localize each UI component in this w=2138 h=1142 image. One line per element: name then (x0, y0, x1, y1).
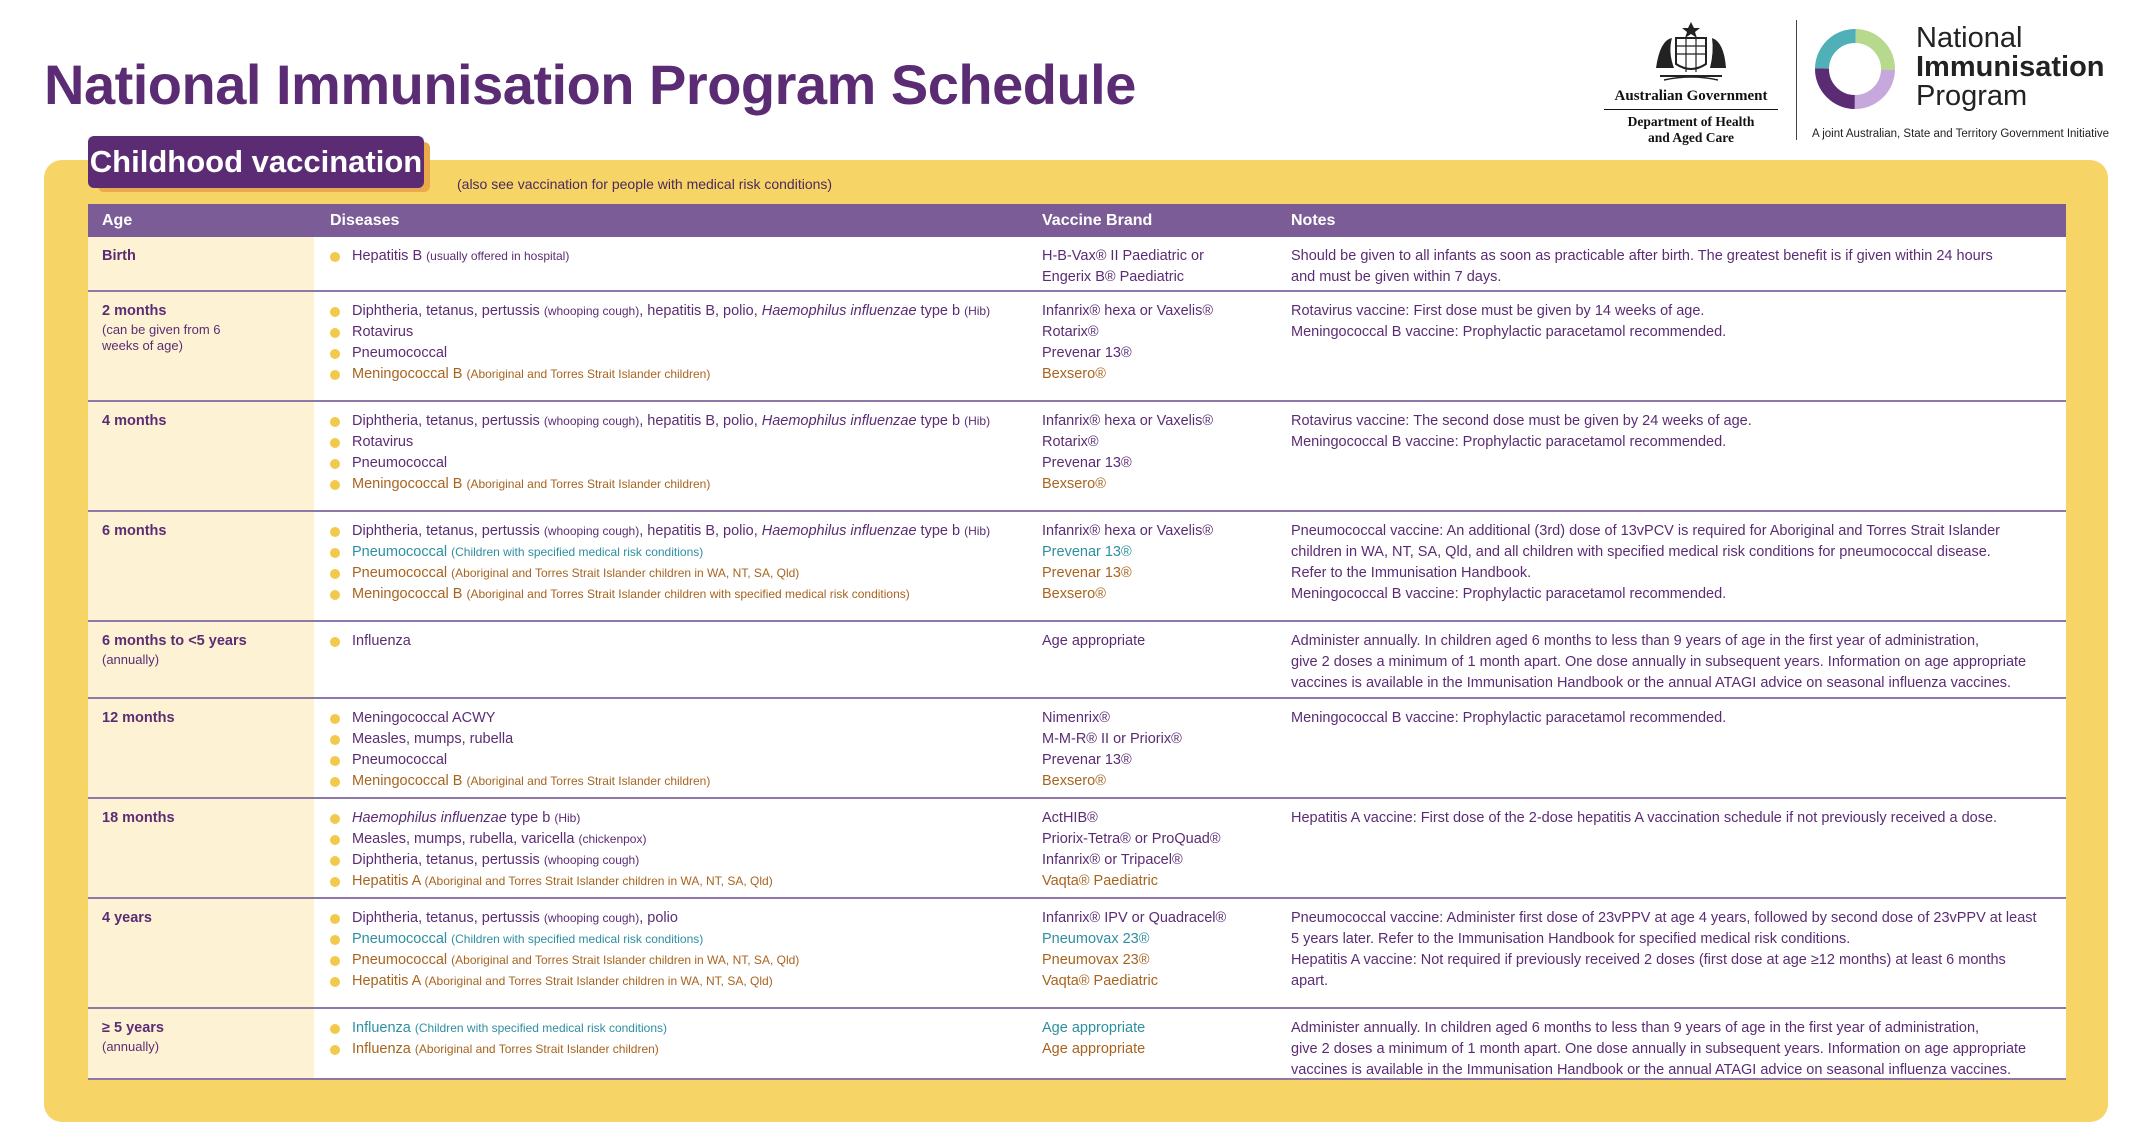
disease-name: Hepatitis A (352, 873, 421, 889)
disease-item (330, 1018, 1030, 1039)
disease-name: Pneumococcal (352, 455, 448, 471)
diseases-cell (330, 808, 1030, 892)
vaccine-brand-cell (1042, 708, 1272, 792)
disease-name: Pneumococcal (352, 752, 448, 768)
header-vaccine-brand: Vaccine Brand (1042, 212, 1153, 229)
notes-cell (1291, 411, 2051, 453)
disease-name: Measles, mumps, rubella (352, 731, 514, 747)
disease-qualifier: (whooping cough) (543, 414, 640, 428)
vaccine-brand: Prevenar 13® (1042, 345, 1132, 361)
disease-name: Meningococcal B (352, 586, 463, 602)
disease-item (330, 364, 1030, 385)
disease-qualifier: (Aboriginal and Torres Strait Islander children) (466, 774, 711, 788)
disease-item (330, 563, 1030, 584)
disease-item (330, 750, 1030, 771)
disease-qualifier: (Children with specified medical risk conditions) (451, 932, 704, 946)
vaccine-brand: M-M-R® II or Priorix® (1042, 731, 1182, 747)
vaccine-brand-cell (1042, 301, 1272, 385)
vaccine-brand: Infanrix® hexa or Vaxelis® (1042, 303, 1214, 319)
vaccine-brand: Prevenar 13® (1042, 565, 1132, 581)
disease-name: Diphtheria, tetanus, pertussis (352, 303, 540, 319)
disease-name: Meningococcal B (352, 476, 463, 492)
disease-qualifier: (chickenpox) (578, 832, 647, 846)
notes-cell (1291, 808, 2051, 829)
disease-item (330, 871, 1030, 892)
disease-name: Influenza (352, 633, 411, 649)
disease-name: Diphtheria, tetanus, pertussis (352, 413, 540, 429)
disease-name: Influenza (352, 1041, 411, 1057)
age-cell (102, 708, 175, 729)
disease-qualifier: (whooping cough) (543, 524, 640, 538)
vaccine-brand: ActHIB® (1042, 810, 1098, 826)
vaccine-brand: Age appropriate (1042, 1041, 1146, 1057)
disease-item (330, 908, 1030, 929)
age-cell (102, 631, 252, 668)
note-line: apart. (1291, 973, 1329, 989)
age-cell (102, 411, 166, 432)
vaccine-brand: H-B-Vax® II Paediatric or (1042, 248, 1204, 264)
disease-name: Meningococcal B (352, 366, 463, 382)
disease-item (330, 708, 1030, 729)
note-line: give 2 doses a minimum of 1 month apart. One dose annually in subsequent years. Information on age appropriate (1291, 654, 2027, 670)
vaccine-brand: Age appropriate (1042, 1020, 1146, 1036)
disease-name-suffix: type b (916, 413, 961, 429)
disease-item (330, 771, 1030, 792)
disease-name: Diphtheria, tetanus, pertussis (352, 910, 540, 926)
notes-cell (1291, 708, 2051, 729)
disease-abbrev: (Hib) (964, 414, 991, 428)
vaccine-brand: Prevenar 13® (1042, 752, 1132, 768)
diseases-cell (330, 1018, 1030, 1060)
note-line: give 2 doses a minimum of 1 month apart. One dose annually in subsequent years. Information on age appropriate (1291, 1041, 2027, 1057)
table-row (88, 512, 2066, 622)
note-line: vaccines is available in the Immunisation Handbook or the annual ATAGI advice on seasonal influenza vaccines. (1291, 675, 2012, 691)
diseases-cell (330, 246, 1030, 267)
note-line: Rotavirus vaccine: The second dose must be given by 24 weeks of age. (1291, 413, 1752, 429)
disease-qualifier: (Aboriginal and Torres Strait Islander children) (466, 477, 711, 491)
age-sublabel: (can be given from 6 weeks of age) (102, 322, 221, 353)
disease-item (330, 729, 1030, 750)
disease-italic: Haemophilus influenzae (761, 413, 917, 429)
note-line: Meningococcal B vaccine: Prophylactic paracetamol recommended. (1291, 324, 1727, 340)
disease-name: Hepatitis B (352, 248, 423, 264)
vaccine-brand: Bexsero® (1042, 476, 1106, 492)
vaccine-brand: Bexsero® (1042, 366, 1106, 382)
coat-of-arms-icon (1646, 18, 1736, 84)
table-header (88, 204, 2066, 237)
government-rule (1604, 109, 1778, 110)
government-name: Australian Government (1614, 88, 1768, 104)
table-row (88, 699, 2066, 799)
age-cell (102, 808, 175, 829)
disease-qualifier: (Children with specified medical risk conditions) (451, 545, 704, 559)
age-cell (102, 1018, 252, 1055)
vaccine-brand: Vaqta® Paediatric (1042, 973, 1159, 989)
header-age: Age (102, 212, 133, 229)
age-label: 6 months (102, 523, 167, 539)
disease-item (330, 246, 1030, 267)
disease-item (330, 1039, 1030, 1060)
table-row (88, 799, 2066, 899)
disease-qualifier: (usually offered in hospital) (426, 249, 570, 263)
age-label: 12 months (102, 710, 175, 726)
notes-cell (1291, 301, 2051, 343)
disease-name-cont: , polio (639, 910, 678, 926)
vaccine-brand: Pneumovax 23® (1042, 931, 1150, 947)
age-label: 6 months to <5 years (102, 633, 247, 649)
disease-italic: Haemophilus influenzae (352, 810, 507, 826)
page-title: National Immunisation Program Schedule (44, 53, 1136, 116)
disease-item (330, 453, 1030, 474)
section-note: (also see vaccination for people with medical risk conditions) (457, 176, 833, 192)
disease-name: Pneumococcal (352, 544, 448, 560)
disease-name: Meningococcal B (352, 773, 463, 789)
disease-qualifier: (Aboriginal and Torres Strait Islander children) (414, 1042, 659, 1056)
vaccine-brand: Prevenar 13® (1042, 544, 1132, 560)
vaccine-brand-cell (1042, 1018, 1272, 1060)
notes-cell (1291, 908, 2051, 992)
disease-item (330, 343, 1030, 364)
note-line: children in WA, NT, SA, Qld, and all children with specified medical risk conditions for pneumococcal disease. (1291, 544, 1991, 560)
vaccine-brand: Bexsero® (1042, 773, 1106, 789)
vaccine-brand: Nimenrix® (1042, 710, 1110, 726)
disease-qualifier: (Aboriginal and Torres Strait Islander children in WA, NT, SA, Qld) (424, 974, 773, 988)
vaccine-brand: Prevenar 13® (1042, 455, 1132, 471)
note-line: Meningococcal B vaccine: Prophylactic paracetamol recommended. (1291, 710, 1727, 726)
note-line: Should be given to all infants as soon as practicable after birth. The greatest benefit is if given within 24 hours (1291, 248, 1993, 264)
disease-italic: Haemophilus influenzae (761, 303, 917, 319)
vaccine-brand: Rotarix® (1042, 434, 1099, 450)
vaccine-brand: Infanrix® or Tripacel® (1042, 852, 1183, 868)
disease-italic: Haemophilus influenzae (761, 523, 917, 539)
age-label: ≥ 5 years (102, 1020, 164, 1036)
notes-cell (1291, 631, 2051, 694)
diseases-cell (330, 521, 1030, 605)
disease-item (330, 829, 1030, 850)
age-cell (102, 908, 152, 929)
disease-qualifier: (Aboriginal and Torres Strait Islander children) (466, 367, 711, 381)
age-cell (102, 301, 252, 354)
disease-name-suffix: type b (506, 810, 551, 826)
disease-item (330, 950, 1030, 971)
section-tag: Childhood vaccination (88, 136, 424, 188)
note-line: Pneumococcal vaccine: An additional (3rd) dose of 13vPCV is required for Aboriginal and Torres Strait Islander (1291, 523, 2001, 539)
note-line: Rotavirus vaccine: First dose must be given by 14 weeks of age. (1291, 303, 1705, 319)
note-line: Refer to the Immunisation Handbook. (1291, 565, 1532, 581)
note-line: and must be given within 7 days. (1291, 269, 1502, 285)
disease-name-cont: , hepatitis B, polio, (639, 523, 762, 539)
vaccine-brand-cell (1042, 411, 1272, 495)
disease-name: Pneumococcal (352, 345, 448, 361)
vaccine-brand: Bexsero® (1042, 586, 1106, 602)
nip-line-1: National (1916, 22, 2023, 54)
disease-qualifier: (whooping cough) (543, 304, 640, 318)
disease-item (330, 301, 1030, 322)
vaccine-brand: Rotarix® (1042, 324, 1099, 340)
australian-government-logo (1600, 18, 1782, 148)
vaccine-brand-cell (1042, 631, 1272, 652)
disease-name: Hepatitis A (352, 973, 421, 989)
disease-qualifier: (whooping cough) (543, 853, 640, 867)
age-label: 18 months (102, 810, 175, 826)
note-line: Meningococcal B vaccine: Prophylactic paracetamol recommended. (1291, 434, 1727, 450)
note-line: Pneumococcal vaccine: Administer first dose of 23vPPV at age 4 years, followed by second dose of 23vPPV at least (1291, 910, 2037, 926)
vaccine-brand: Infanrix® IPV or Quadracel® (1042, 910, 1227, 926)
disease-item (330, 631, 1030, 652)
diseases-cell (330, 631, 1030, 652)
disease-item (330, 584, 1030, 605)
department-line-2: and Aged Care (1647, 130, 1734, 145)
disease-name: Rotavirus (352, 324, 414, 340)
disease-name: Measles, mumps, rubella, varicella (352, 831, 575, 847)
header-notes: Notes (1291, 212, 1336, 229)
note-line: Administer annually. In children aged 6 months to less than 9 years of age in the first year of administration, (1291, 633, 1980, 649)
notes-cell (1291, 246, 2051, 288)
table-row (88, 899, 2066, 1009)
disease-name: Influenza (352, 1020, 411, 1036)
vaccine-brand: Pneumovax 23® (1042, 952, 1150, 968)
disease-name: Rotavirus (352, 434, 414, 450)
disease-abbrev: (Hib) (964, 304, 991, 318)
note-line: 5 years later. Refer to the Immunisation Handbook for specified medical risk conditions. (1291, 931, 1851, 947)
age-cell (102, 521, 166, 542)
age-label: 2 months (102, 303, 167, 319)
disease-qualifier: (whooping cough) (543, 911, 640, 925)
note-line: Hepatitis A vaccine: First dose of the 2-dose hepatitis A vaccination schedule if not previously received a dose. (1291, 810, 1998, 826)
vaccine-brand: Age appropriate (1042, 633, 1146, 649)
table-row (88, 622, 2066, 699)
disease-item (330, 322, 1030, 343)
age-label: 4 months (102, 413, 167, 429)
logo-divider (1796, 20, 1797, 140)
nip-logo (1812, 24, 2112, 144)
table-row (88, 1009, 2066, 1080)
disease-name: Diphtheria, tetanus, pertussis (352, 523, 540, 539)
table-row (88, 292, 2066, 402)
notes-cell (1291, 1018, 2051, 1081)
vaccine-brand: Engerix B® Paediatric (1042, 269, 1185, 285)
nip-line-3: Program (1916, 80, 2028, 112)
disease-item (330, 411, 1030, 432)
schedule-table (88, 204, 2066, 1080)
disease-qualifier: (Aboriginal and Torres Strait Islander children in WA, NT, SA, Qld) (424, 874, 773, 888)
disease-item (330, 971, 1030, 992)
vaccine-brand: Infanrix® hexa or Vaxelis® (1042, 523, 1214, 539)
disease-item (330, 474, 1030, 495)
age-sublabel: (annually) (102, 652, 160, 667)
diseases-cell (330, 708, 1030, 792)
disease-item (330, 432, 1030, 453)
diseases-cell (330, 301, 1030, 385)
vaccine-brand-cell (1042, 246, 1272, 288)
disease-name-suffix: type b (916, 523, 961, 539)
diseases-cell (330, 908, 1030, 992)
vaccine-brand: Infanrix® hexa or Vaxelis® (1042, 413, 1214, 429)
note-line: Meningococcal B vaccine: Prophylactic paracetamol recommended. (1291, 586, 1727, 602)
disease-qualifier: (Aboriginal and Torres Strait Islander children in WA, NT, SA, Qld) (451, 566, 800, 580)
age-label: 4 years (102, 910, 152, 926)
nip-subtitle: A joint Australian, State and Territory Government Initiative (1812, 128, 2110, 140)
disease-name: Pneumococcal (352, 931, 448, 947)
disease-item (330, 808, 1030, 829)
note-line: vaccines is available in the Immunisation Handbook or the annual ATAGI advice on seasonal influenza vaccines. (1291, 1062, 2012, 1078)
disease-item (330, 521, 1030, 542)
disease-name: Pneumococcal (352, 952, 448, 968)
disease-qualifier: (Children with specified medical risk conditions) (414, 1021, 667, 1035)
disease-qualifier: (Aboriginal and Torres Strait Islander children in WA, NT, SA, Qld) (451, 953, 800, 967)
nip-wordmark (1916, 24, 2105, 111)
disease-item (330, 929, 1030, 950)
vaccine-brand-cell (1042, 521, 1272, 605)
disease-item (330, 850, 1030, 871)
vaccine-brand: Priorix-Tetra® or ProQuad® (1042, 831, 1221, 847)
nip-line-2: Immunisation (1916, 51, 2105, 83)
age-label: Birth (102, 248, 136, 264)
department-line-1: Department of Health (1627, 114, 1755, 129)
note-line: Administer annually. In children aged 6 months to less than 9 years of age in the first year of administration, (1291, 1020, 1980, 1036)
disease-name-cont: , hepatitis B, polio, (639, 303, 762, 319)
header-diseases: Diseases (330, 212, 400, 229)
disease-name: Diphtheria, tetanus, pertussis (352, 852, 540, 868)
disease-qualifier: (Aboriginal and Torres Strait Islander children with specified medical risk conditions) (466, 587, 910, 601)
vaccine-brand: Vaqta® Paediatric (1042, 873, 1159, 889)
table-row (88, 237, 2066, 292)
notes-cell (1291, 521, 2051, 605)
nip-ring-icon (1812, 26, 1898, 112)
age-sublabel: (annually) (102, 1039, 160, 1054)
disease-name: Meningococcal ACWY (352, 710, 496, 726)
vaccine-brand-cell (1042, 908, 1272, 992)
diseases-cell (330, 411, 1030, 495)
disease-abbrev: (Hib) (554, 811, 581, 825)
table-row (88, 402, 2066, 512)
note-line: Hepatitis A vaccine: Not required if previously received 2 doses (first dose at age ≥12 months) at least 6 months (1291, 952, 2006, 968)
age-cell (102, 246, 136, 267)
disease-abbrev: (Hib) (964, 524, 991, 538)
disease-name: Pneumococcal (352, 565, 448, 581)
vaccine-brand-cell (1042, 808, 1272, 892)
disease-item (330, 542, 1030, 563)
disease-name-suffix: type b (916, 303, 961, 319)
disease-name-cont: , hepatitis B, polio, (639, 413, 762, 429)
